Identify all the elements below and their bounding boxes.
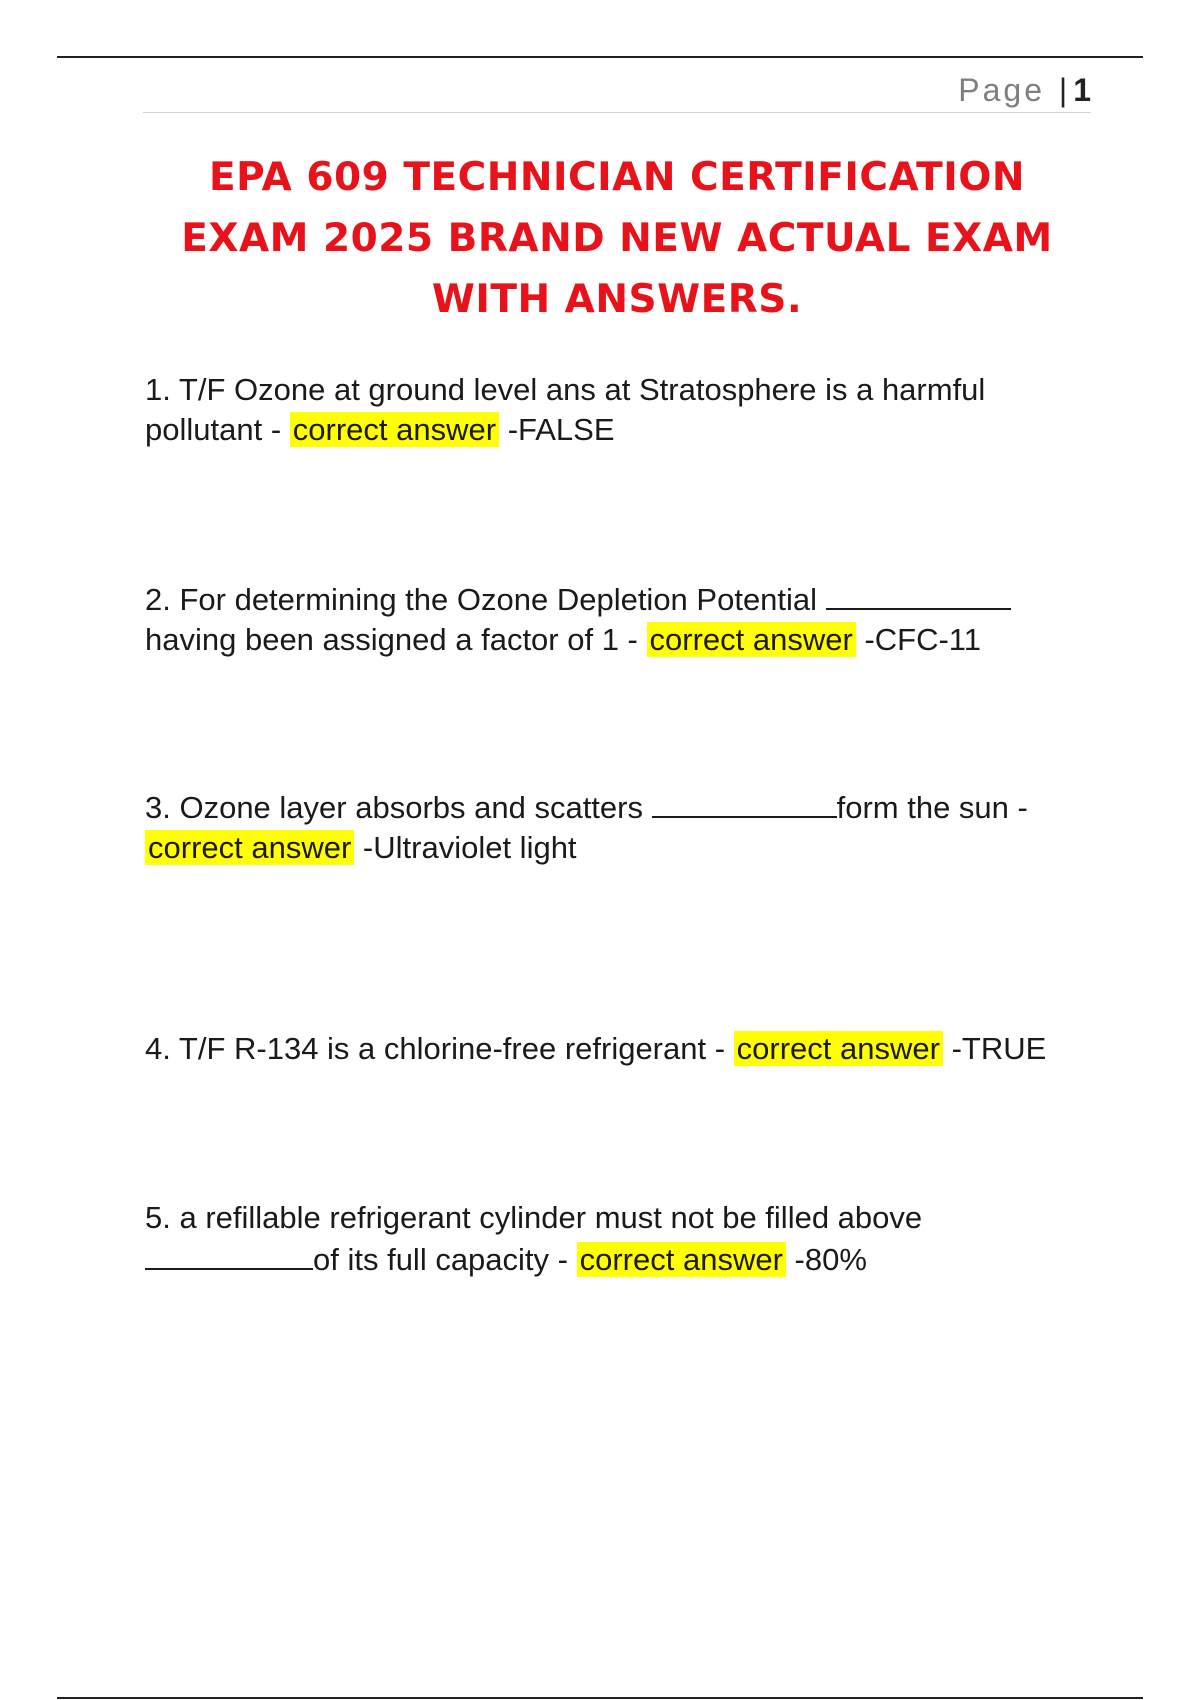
question-3 <box>145 786 1085 868</box>
answer-marker: correct answer <box>577 1242 786 1277</box>
question-4 <box>145 1029 1085 1069</box>
answer-marker: correct answer <box>734 1031 943 1066</box>
answer-marker: correct answer <box>290 412 499 447</box>
answer-marker: correct answer <box>647 622 856 657</box>
question-text: 1. T/F Ozone at ground level ans at Stratosphere is a harmful pollutant - <box>145 372 986 447</box>
page-top-rule <box>57 56 1143 58</box>
answer-blank <box>652 786 837 818</box>
answer-text: -CFC-11 <box>864 622 981 657</box>
page-number: 1 <box>1073 72 1091 108</box>
question-text-continued: of its full capacity - <box>313 1242 568 1277</box>
question-text: 5. a refillable refrigerant cylinder must not be filled above <box>145 1200 923 1235</box>
question-2 <box>145 578 1085 660</box>
question-text: 2. For determining the Ozone Depletion Potential <box>145 582 818 617</box>
answer-text: -FALSE <box>507 412 615 447</box>
question-1 <box>145 370 1085 450</box>
answer-blank <box>145 1238 313 1270</box>
question-5 <box>145 1198 1085 1280</box>
document-title: EPA 609 TECHNICIAN CERTIFICATION EXAM 2025 BRAND NEW ACTUAL EXAM WITH ANSWERS. <box>181 155 1053 322</box>
page-separator: | <box>1058 72 1068 108</box>
answer-marker: correct answer <box>145 830 354 865</box>
page-number-label <box>958 72 1091 108</box>
question-text-continued: having been assigned a factor of 1 - <box>145 622 638 657</box>
answer-text: -80% <box>794 1242 867 1277</box>
answer-blank <box>826 578 1011 610</box>
question-text: 4. T/F R-134 is a chlorine-free refrigerant - <box>145 1031 726 1066</box>
answer-text: -Ultraviolet light <box>362 830 577 865</box>
question-text-continued: form the sun - <box>836 790 1028 825</box>
page-bottom-rule <box>57 1697 1143 1699</box>
question-text: 3. Ozone layer absorbs and scatters <box>145 790 643 825</box>
page-word: Page <box>958 72 1045 108</box>
answer-text: -TRUE <box>951 1031 1047 1066</box>
page-header <box>143 68 1091 113</box>
